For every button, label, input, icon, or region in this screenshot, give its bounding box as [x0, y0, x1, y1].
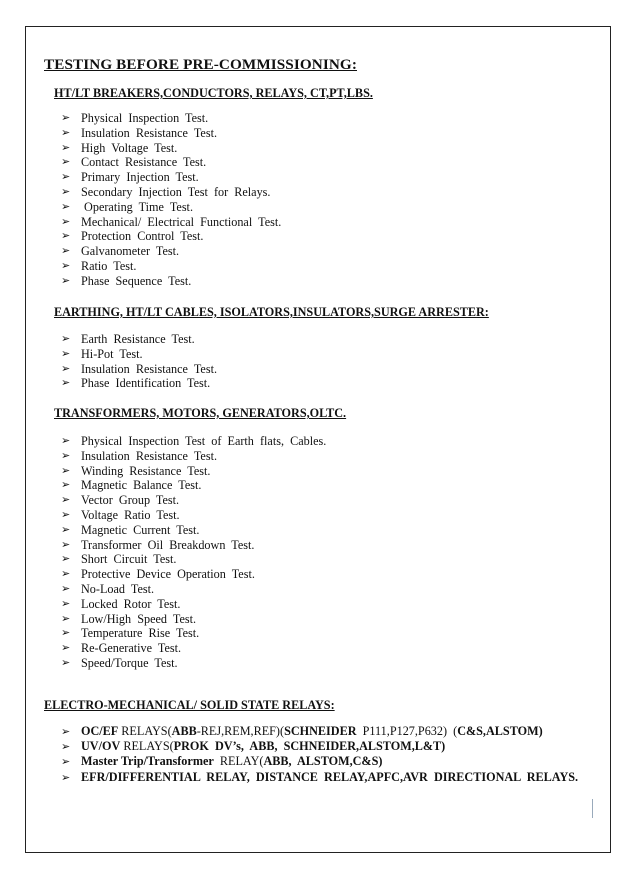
arrow-bullet-icon: ➢ — [61, 611, 71, 625]
relay-text-run: UV/OV — [81, 739, 121, 754]
list-item-text: Insulation Resistance Test. — [81, 125, 218, 140]
list-item — [61, 582, 326, 597]
list-item-text: Magnetic Balance Test. — [81, 478, 202, 493]
relay-text-run: P111,P127,P632) ( — [356, 724, 458, 738]
arrow-bullet-icon: ➢ — [61, 273, 71, 287]
list-item-text: Hi-Pot Test. — [81, 346, 143, 361]
relay-text-run: ABB — [171, 724, 197, 738]
list-item — [61, 274, 281, 289]
list-item — [61, 347, 217, 362]
list-item — [61, 567, 326, 582]
list-item-text: Galvanometer Test. — [81, 244, 180, 259]
arrow-bullet-icon: ➢ — [61, 478, 71, 492]
arrow-bullet-icon: ➢ — [61, 170, 71, 184]
relay-list-item — [61, 754, 581, 769]
list-item — [61, 464, 326, 479]
list-item-text: Physical Inspection Test. — [81, 111, 209, 125]
relay-text-run: Master Trip/Transformer — [81, 754, 214, 769]
test-list-breakers — [61, 111, 281, 289]
list-item — [61, 200, 281, 215]
list-item-text: Transformer Oil Breakdown Test. — [81, 537, 255, 552]
relay-list-item — [61, 739, 581, 754]
list-item-text: Voltage Ratio Test. — [81, 507, 180, 522]
arrow-bullet-icon: ➢ — [61, 125, 71, 139]
list-item — [61, 332, 217, 347]
relay-list — [61, 724, 581, 785]
list-item-text: No-Load Test. — [81, 581, 155, 596]
list-item — [61, 244, 281, 259]
arrow-bullet-icon: ➢ — [61, 537, 71, 551]
list-item — [61, 449, 326, 464]
relay-text-run: OC/EF — [81, 724, 119, 738]
list-item — [61, 508, 326, 523]
list-item — [61, 641, 326, 656]
list-item-text: Low/High Speed Test. — [81, 611, 197, 626]
arrow-bullet-icon: ➢ — [61, 522, 71, 536]
list-item-text: Operating Time Test. — [81, 199, 193, 214]
arrow-bullet-icon: ➢ — [61, 140, 71, 154]
section-heading-earthing: EARTHING, HT/LT CABLES, ISOLATORS,INSULATORS,SURGE ARRESTER: — [54, 305, 489, 319]
list-item — [61, 523, 326, 538]
arrow-bullet-icon: ➢ — [61, 229, 71, 243]
list-item-text: Winding Resistance Test. — [81, 463, 211, 478]
list-item-text: Protection Control Test. — [81, 229, 204, 244]
list-item-text: Contact Resistance Test. — [81, 155, 207, 170]
arrow-bullet-icon: ➢ — [61, 434, 71, 447]
list-item — [61, 259, 281, 274]
arrow-bullet-icon: ➢ — [61, 507, 71, 521]
arrow-bullet-icon: ➢ — [61, 755, 71, 769]
arrow-bullet-icon: ➢ — [61, 655, 71, 669]
list-item-text: Secondary Injection Test for Relays. — [81, 184, 271, 199]
list-item-text: Primary Injection Test. — [81, 170, 199, 185]
list-item — [61, 170, 281, 185]
list-item-text: Earth Resistance Test. — [81, 332, 195, 346]
relay-text-run: ABB, ALSTOM,C&S) — [263, 754, 383, 769]
list-item — [61, 185, 281, 200]
list-item — [61, 626, 326, 641]
arrow-bullet-icon: ➢ — [61, 641, 71, 655]
list-item-text: Speed/Torque Test. — [81, 655, 178, 670]
arrow-bullet-icon: ➢ — [61, 184, 71, 198]
arrow-bullet-icon: ➢ — [61, 552, 71, 566]
list-item — [61, 538, 326, 553]
relay-text-run: PROK DV’s, ABB, SCHNEIDER,ALSTOM,L&T) — [173, 739, 446, 754]
arrow-bullet-icon: ➢ — [61, 463, 71, 477]
arrow-bullet-icon: ➢ — [61, 740, 71, 754]
relay-text-run: -REJ,REM,REF)( — [196, 724, 285, 738]
arrow-bullet-icon: ➢ — [61, 155, 71, 169]
list-item — [61, 111, 281, 126]
list-item — [61, 141, 281, 156]
margin-mark — [592, 799, 593, 818]
arrow-bullet-icon: ➢ — [61, 376, 71, 390]
list-item-text: Insulation Resistance Test. — [81, 361, 218, 376]
list-item — [61, 597, 326, 612]
relay-text-run: RELAY( — [213, 754, 264, 769]
arrow-bullet-icon: ➢ — [61, 596, 71, 610]
arrow-bullet-icon: ➢ — [61, 244, 71, 258]
relay-list-item — [61, 724, 581, 739]
section-heading-transformers: TRANSFORMERS, MOTORS, GENERATORS,OLTC. — [54, 406, 347, 420]
list-item — [61, 478, 326, 493]
test-list-earthing — [61, 332, 217, 391]
list-item — [61, 656, 326, 671]
arrow-bullet-icon: ➢ — [61, 725, 71, 738]
list-item-text: High Voltage Test. — [81, 140, 178, 155]
arrow-bullet-icon: ➢ — [61, 581, 71, 595]
list-item-text: Physical Inspection Test of Earth flats, Cables. — [81, 434, 327, 448]
list-item — [61, 362, 217, 377]
arrow-bullet-icon: ➢ — [61, 111, 71, 124]
arrow-bullet-icon: ➢ — [61, 332, 71, 345]
list-item-text: Temperature Rise Test. — [81, 626, 200, 641]
arrow-bullet-icon: ➢ — [61, 346, 71, 360]
arrow-bullet-icon: ➢ — [61, 199, 71, 213]
arrow-bullet-icon: ➢ — [61, 361, 71, 375]
relay-text-run: C&S,ALSTOM) — [457, 724, 543, 738]
arrow-bullet-icon: ➢ — [61, 626, 71, 640]
document-title: TESTING BEFORE PRE-COMMISSIONING: — [44, 56, 357, 73]
list-item — [61, 612, 326, 627]
list-item-text: Ratio Test. — [81, 258, 137, 273]
relay-text-run: EFR/DIFFERENTIAL RELAY, DISTANCE RELAY,APFC,AVR DIRECTIONAL RELAYS. — [81, 769, 579, 784]
list-item-text: Insulation Resistance Test. — [81, 448, 218, 463]
arrow-bullet-icon: ➢ — [61, 258, 71, 272]
list-item-text: Protective Device Operation Test. — [81, 567, 255, 582]
section-heading-relays: ELECTRO-MECHANICAL/ SOLID STATE RELAYS: — [44, 698, 335, 712]
list-item — [61, 126, 281, 141]
arrow-bullet-icon: ➢ — [61, 770, 71, 784]
list-item-text: Phase Sequence Test. — [81, 273, 192, 288]
list-item — [61, 229, 281, 244]
list-item — [61, 434, 326, 449]
arrow-bullet-icon: ➢ — [61, 214, 71, 228]
arrow-bullet-icon: ➢ — [61, 493, 71, 507]
relay-text-run: SCHNEIDER — [284, 724, 357, 738]
list-item-text: Vector Group Test. — [81, 493, 180, 508]
arrow-bullet-icon: ➢ — [61, 567, 71, 581]
list-item — [61, 215, 281, 230]
relay-text-run: RELAYS( — [118, 724, 172, 738]
relay-text-run: RELAYS( — [120, 739, 174, 754]
list-item-text: Short Circuit Test. — [81, 552, 177, 567]
list-item-text: Re-Generative Test. — [81, 641, 182, 656]
list-item — [61, 155, 281, 170]
list-item-text: Phase Identification Test. — [81, 376, 211, 391]
list-item-text: Magnetic Current Test. — [81, 522, 200, 537]
list-item — [61, 552, 326, 567]
list-item — [61, 376, 217, 391]
arrow-bullet-icon: ➢ — [61, 448, 71, 462]
test-list-transformers — [61, 434, 326, 671]
relay-list-item — [61, 770, 581, 785]
list-item — [61, 493, 326, 508]
list-item-text: Locked Rotor Test. — [81, 596, 181, 611]
section-heading-breakers: HT/LT BREAKERS,CONDUCTORS, RELAYS, CT,PT,LBS. — [54, 86, 373, 100]
list-item-text: Mechanical/ Electrical Functional Test. — [81, 214, 282, 229]
